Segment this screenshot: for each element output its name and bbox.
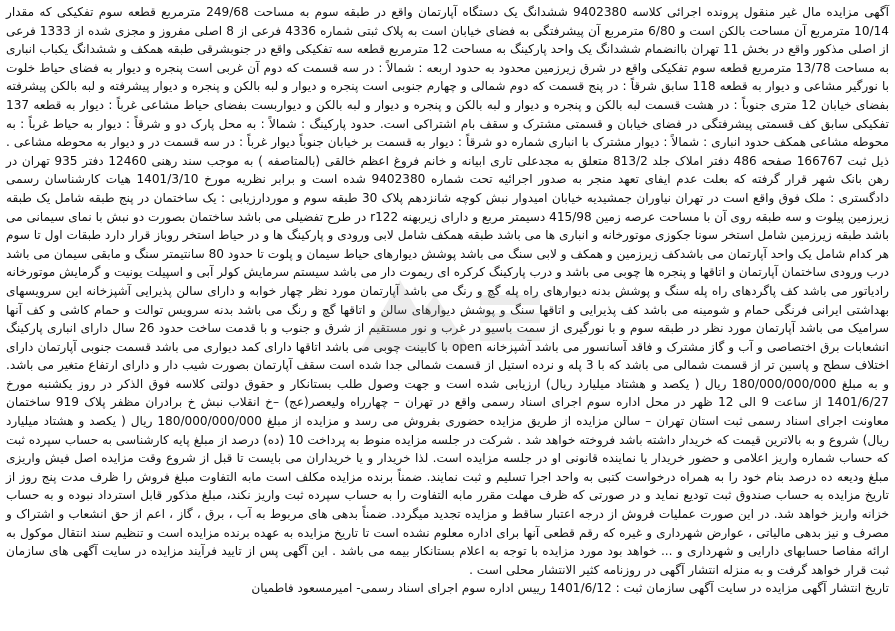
notice-footer: تاریخ انتشار آگهی مزایده در سایت آگهی سازمان ثبت : 1401/6/12 رییس اداره سوم اجرای اسناد رسمی- امیرمسعود فاطمیان [251,581,889,596]
notice-body: آگهی مزایده مال غیر منقول پرونده اجرائی کلاسه 9402380 ششدانگ یک دستگاه آپارتمان واقع در طبقه سوم به مساحت 249/68 مترمربع قطعه سوم تفکیکی که مقدار 10/14 مترمربع آن مساحت بالکن است و 6/80 مترمربع آن پیشرفتگی به فضای خیابان است به پلاک ثبتی شماره 4336 فرعی از 8 اصلی مفروز و مجزی شده از 1333 فرعی از اصلی مذکور واقع در بخش 11 تهران باانضمام ششدانگ یک واحد پارکینگ به مساحت 12 مترمربع قطعه سه تفکیکی واقع در جنوبشرقی طبقه همکف و ششدانگ یکباب انباری به مساحت 13/78 مترمربع قطعه سوم تفکیکی واقع در شرق زیرزمین محدود به حدود اربعه : شمالاً : در سه قسمت که دوم آن غربی است پنجره و دیوار به فضای حیاط خلوت با نورگیر مشاعی و دیوار به قطعه 118 سابق شرقاً : در پنج قسمت که دوم شمالی و چهارم جنوبی است پنجره و دیوار و لبه بالکن و پنجره و دیوار پیشرفته و لبه بالکن پیشرفته بفضای خیابان 12 متری جنوباً : در هشت قسمت لبه بالکن و پنجره و دیوار و لبه بالکن و پنجره و دیوار و لبه بالکن و دیواربست بفضای حیاط مشاعی غرباً : دیوار به قطعه 137 تفکیکی سابق کف قسمتی پیشرفتگی در فضای خیابان و قسمتی مشترک و سقف بام اشتراکی است. حدود پارکینگ : شمالاً : به محل پارک دو و شرقاً : دیوار به حیاط غرباً : به محوطه مشاعی همکف حدود انباری : شمالاً : دیوار مشترک با انباری شماره دو شرقاً : دیوار به قسمت بر خیابان جنوباً دیوار غرباً : در سه قسمت در و دیوار به محوطه مشاعی . ذیل ثبت 166767 صفحه 486 دفتر املاک جلد 813/2 متعلق به مجدعلی تاری ابیانه و خانم فروغ اعظم خالقی (بالمتاصفه ) به موجب سند رهنی 12460 دفتر 935 تهران در رهن بانک شهر قرار گرفته که بعلت عدم ایفای تعهد منجر به صدور اجرائیه تحت شماره 9402380 شده است و برابر نظریه مورخ 1401/3/10 هیات کارشناسان رسمی دادگستری : ملک فوق واقع است در تهران نیاوران جمشیدیه خیابان امیدوار نبش کوچه شانزدهم پلاک 30 طبقه سوم و موردارزیابی : یک ساختمان در پنج طبقه شامل یک طبقه زیرزمین پیلوت و سه طبقه روی آن با مساحت عرصه زمین 415/98 دسیمتر مربع و دارای زیربهنه r122 در طرح تفضیلی می باشد ساختمان بصورت دو نبش با نمای سیمانی می باشد طبقه زیرزمین شامل استخر سونا جکوزی موتورخانه و انباری ها می باشد طبقه همکف شامل لابی ورودی و پارکینگ ها و در حیاط استخر روباز قرار دارد طبقات اول تا سوم هر کدام شامل یک واحد آپارتمان می باشدکف زیرزمین و همکف و لابی سنگ می باشد پوشش دیوارهای حیاط سیمان و پلوت تا حدود 80 سانتیمتر سنگ و مابقی سیمان می باشد درب ورودی ساختمان آپارتمان و اتاقها و پنجره ها چوبی می باشد و درب پارکینگ کرکره ای ریموت دار می باشد سیستم سرمایش کولر آبی و اسپیلت یونیت و گرمایش موتورخانه رادیاتور می باشد کف پاگردهای راه پله سنگ و پوشش بدنه دیوارهای راه پله گچ و رنگ می باشد آپارتمان مورد نظر چهار خوابه و دارای سالن پذیرایی آشپزخانه این سرویسهای بهداشتی ایرانی فرنگی حمام و شومینه می باشد کف پذیرایی و اتاقها سنگ و پوشش دیوارهای سالن و اتاقها گچ و رنگ می باشد بدنه سرویس توالت و حمام کاشی و کف آنها سرامیک می باشد آپارتمان مورد نظر در طبقه سوم و با نورگیری از سمت باسیو در غرب و نور مستقیم از شرق و جنوب و با قدمت ساخت حدود 26 سال دارای انباری پارکینگ انشعابات برق اختصاصی و آب و گاز مشترک و فاقد آسانسور می باشد آشپزخانه open با کابینت چوبی می باشد اتاقها دارای کمد دیواری می باشد قسمت جنوبی آپارتمان دارای اختلاف سطح و پاسین تر از قسمت شمالی می باشد که با 3 پله و نرده استیل از قسمت شمالی جدا شده است سقف آپارتمان بصورت شیب دار و دارای ارتفاع متغیر می باشد. و به مبلغ 180/000/000/000 ریال ( یکصد و هشتاد میلیارد ریال) ارزیابی شده است و جهت وصول طلب بستانکار و حقوق دولتی کلاسه فوق الذکر در روز یکشنبه مورخ 1401/6/27 از ساعت 9 الی 12 ظهر در محل اداره سوم اجرای اسناد رسمی واقع در تهران – چهارراه ولیعصر(عج) –خ انقلاب نبش خ برادران مظفر پلاک 919 ساختمان معاونت اجرای اسناد رسمی ثبت استان تهران – سالن مزایده از طریق مزایده حضوری بفروش می رسد و مزایده از مبلغ 180/000/000/000 ریال ( یکصد و هشتاد میلیارد ریال) شروع و به بالاترین قیمت که خریدار داشته باشد فروخته خواهد شد . شرکت در جلسه مزایده منوط به پرداخت 10 (ده) درصد از مبلغ پایه کارشناسی به حساب سپرده ثبت که حساب شماره واریز اعلامی و حضور خریدار یا نماینده قانونی او در جلسه مزایده است. لذا خریدار و یا خریداران می بایست تا قبل از شروع وقت مزایده اصل فیش واریزی مبلغ ودیعه ده درصد بنام خود را به همراه درخواست کتبی به واحد اجرا تسلیم و ثبت نمایند. ضمناً برنده مزایده مکلف است مابه التفاوت مبلغ فروش را ظرف مدت پنج روز از تاریخ مزایده به حساب صندوق ثبت تودیع نماید و در صورتی که ظرف مهلت مقرر مابه التفاوت را به حساب سپرده ثبت واریز نکند، مبلغ مذکور قابل استرداد نبوده و به حساب خزانه واریز خواهد شد. در این صورت عملیات فروش از درجه اعتبار ساقط و مزایده تجدید میگردد. ضمناً بدهی های مربوط به آب ، برق ، گاز ، اعم از حق انشعاب و اشتراک و مصرف و نیز بدهی مالیاتی ، عوارض شهرداری و غیره که رقم قطعی آنها برای اداره معلوم نشده است تا تاریخ مزایده به عهده برنده مزایده است و تنظیم سند انتقال موکول به ارائه مفاصا حسابهای دارایی و شهرداری و ... خواهد بود مورد مزایده با توجه به اعلام بستانکار بیمه می باشد . این آگهی پس از تایید فرآیند مزایده در سایت آگهی های سازمان ثبت قرار خواهد گرفت و به منزله انتشار آگهی در روزنامه کثیر الانتشار محلی است . [6,5,890,577]
auction-notice [6,3,889,598]
